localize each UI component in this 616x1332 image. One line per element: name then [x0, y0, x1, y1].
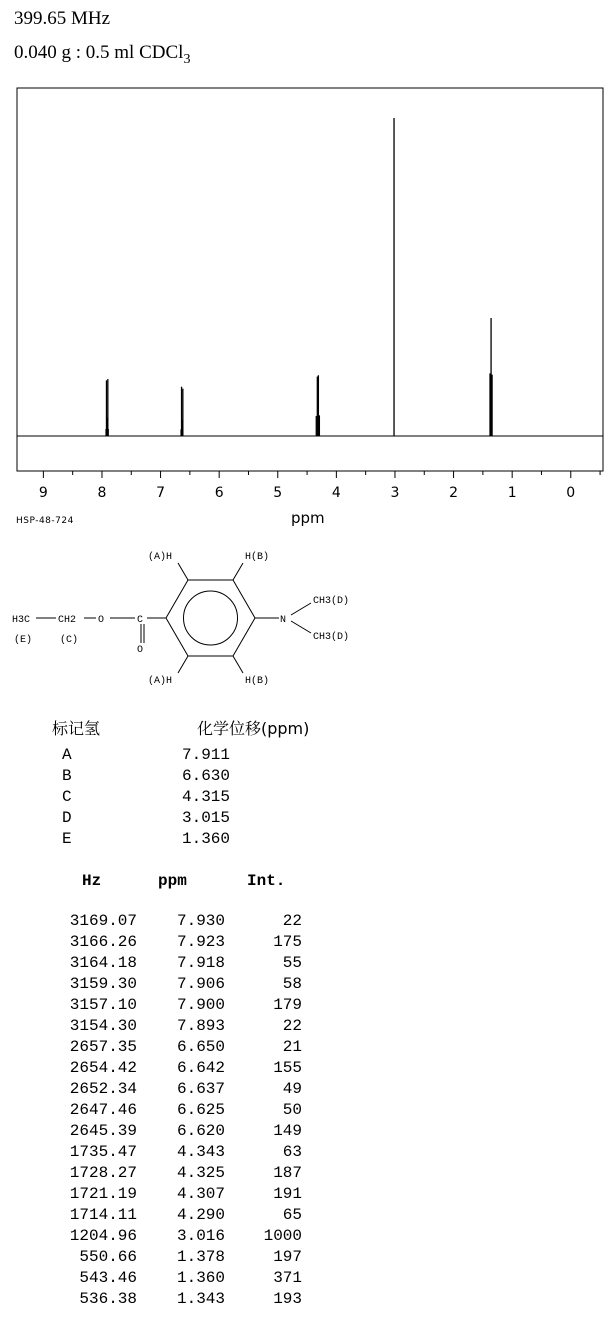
spectrum-code: HSP-48-724 — [16, 516, 74, 526]
sample-concentration — [14, 42, 190, 68]
peak-row — [52, 1143, 302, 1164]
shift-row-label: B — [62, 767, 72, 785]
label-ester-o: O — [98, 615, 105, 626]
label-e: (E) — [14, 635, 33, 646]
peak-cell-hz: 2645.39 — [69, 1122, 137, 1140]
peak-cell-int: 149 — [273, 1122, 302, 1140]
x-tick-label: 3 — [390, 485, 400, 501]
x-axis-label: ppm — [291, 509, 325, 527]
peak-cell-int: 50 — [282, 1101, 302, 1119]
peak-cell-hz: 2652.34 — [69, 1080, 137, 1098]
molecular-structure — [0, 540, 400, 700]
benzene-ring — [166, 580, 255, 656]
peak-row — [52, 1290, 302, 1311]
peak-cell-ppm: 6.642 — [176, 1059, 225, 1077]
peak-row — [52, 1101, 302, 1122]
peak-cell-ppm: 6.625 — [176, 1101, 225, 1119]
peak-cell-ppm: 4.290 — [176, 1206, 225, 1224]
label-carbonyl-c: C — [137, 615, 144, 626]
label-ch3-d-bottom: CH3(D) — [313, 632, 350, 643]
peak-cell-ppm: 4.325 — [176, 1164, 225, 1182]
peak-row — [52, 1038, 302, 1059]
peak-row — [52, 1227, 302, 1248]
spectrometer-frequency: 399.65 MHz — [14, 8, 111, 29]
shift-row-value: 1.360 — [182, 830, 231, 848]
peak-row — [52, 1248, 302, 1269]
x-tick-label: 4 — [331, 485, 341, 501]
sample-text: 0.040 g : 0.5 ml CDCl — [14, 42, 184, 63]
peak-cell-int: 197 — [273, 1248, 302, 1266]
peak-cell-hz: 3169.07 — [69, 912, 137, 930]
peak-cell-int: 175 — [273, 933, 302, 951]
peak-cell-ppm: 1.378 — [176, 1248, 225, 1266]
label-h-b-top: H(B) — [245, 552, 270, 563]
peak-cell-hz: 2654.42 — [69, 1059, 137, 1077]
peak-cell-int: 193 — [273, 1290, 302, 1308]
label-ch3-ethyl: H3C — [12, 615, 31, 626]
plot-frame — [17, 88, 603, 471]
shift-row — [62, 830, 230, 851]
shift-row-label: E — [62, 830, 72, 848]
peak-cell-ppm: 6.650 — [176, 1038, 225, 1056]
peak-cell-ppm: 1.343 — [176, 1290, 225, 1308]
sample-subscript: 3 — [183, 51, 191, 67]
peak-cell-hz: 1721.19 — [69, 1185, 137, 1203]
peak-cell-hz: 2647.46 — [69, 1101, 137, 1119]
shift-row-label: D — [62, 809, 72, 827]
shift-row-label: C — [62, 788, 72, 806]
peak-cell-int: 179 — [273, 996, 302, 1014]
peak-cell-int: 58 — [282, 975, 302, 993]
label-ch3-d-top: CH3(D) — [313, 596, 350, 607]
peak-header-int: Int. — [247, 872, 286, 890]
peak-header-ppm: ppm — [158, 872, 187, 890]
peak-cell-hz: 3154.30 — [69, 1017, 137, 1035]
peak-row — [52, 1206, 302, 1227]
bonds — [36, 563, 311, 673]
peak-cell-int: 65 — [282, 1206, 302, 1224]
x-tick-label: 6 — [214, 485, 224, 501]
peak-cell-hz: 550.66 — [79, 1248, 137, 1266]
peak-row — [52, 954, 302, 975]
peak-row — [52, 1164, 302, 1185]
peak-cell-int: 191 — [273, 1185, 302, 1203]
x-tick-label: 8 — [97, 485, 107, 501]
peak-cell-ppm: 3.016 — [176, 1227, 225, 1245]
peak-cell-int: 371 — [273, 1269, 302, 1287]
spectrum-peaks — [106, 118, 492, 436]
peak-row — [52, 1122, 302, 1143]
peak-cell-int: 49 — [282, 1080, 302, 1098]
peak-cell-ppm: 6.637 — [176, 1080, 225, 1098]
peak-cell-hz: 2657.35 — [69, 1038, 137, 1056]
label-carbonyl-o: O — [137, 645, 144, 656]
peak-cell-int: 155 — [273, 1059, 302, 1077]
x-tick-label: 9 — [38, 485, 48, 501]
peak-row — [52, 1185, 302, 1206]
peak-cell-hz: 536.38 — [79, 1290, 137, 1308]
x-tick-label: 7 — [156, 485, 166, 501]
peak-cell-hz: 1728.27 — [69, 1164, 137, 1182]
peak-cell-int: 63 — [282, 1143, 302, 1161]
peak-cell-ppm: 7.900 — [176, 996, 225, 1014]
peak-cell-hz: 1735.47 — [69, 1143, 137, 1161]
shift-row — [62, 746, 230, 767]
peak-row — [52, 933, 302, 954]
peak-cell-ppm: 4.343 — [176, 1143, 225, 1161]
peak-cell-hz: 1204.96 — [69, 1227, 137, 1245]
peak-cell-hz: 3157.10 — [69, 996, 137, 1014]
peak-cell-ppm: 7.893 — [176, 1017, 225, 1035]
peak-cell-int: 1000 — [263, 1227, 302, 1245]
x-axis-ticks — [39, 471, 600, 501]
peak-cell-int: 22 — [282, 1017, 302, 1035]
peak-cell-hz: 543.46 — [79, 1269, 137, 1287]
peak-row — [52, 996, 302, 1017]
shift-row-value: 6.630 — [182, 767, 231, 785]
peak-header-hz: Hz — [82, 872, 102, 890]
peak-cell-int: 21 — [282, 1038, 302, 1056]
shift-row — [62, 809, 230, 830]
nmr-spectrum-chart — [0, 80, 616, 530]
peak-cell-hz: 3164.18 — [69, 954, 137, 972]
label-h-a-bottom: (A)H — [148, 676, 173, 687]
peak-cell-ppm: 6.620 — [176, 1122, 225, 1140]
shift-row-value: 4.315 — [182, 788, 231, 806]
x-tick-label: 2 — [449, 485, 459, 501]
peak-cell-ppm: 1.360 — [176, 1269, 225, 1287]
peak-row — [52, 1059, 302, 1080]
shift-row — [62, 788, 230, 809]
peak-cell-hz: 3166.26 — [69, 933, 137, 951]
peak-row — [52, 1080, 302, 1101]
label-c: (C) — [60, 635, 79, 646]
peak-cell-ppm: 7.918 — [176, 954, 225, 972]
peak-cell-int: 55 — [282, 954, 302, 972]
peak-cell-int: 22 — [282, 912, 302, 930]
peak-row — [52, 1017, 302, 1038]
peak-cell-ppm: 7.923 — [176, 933, 225, 951]
label-h-b-bottom: H(B) — [245, 676, 270, 687]
shift-row-value: 3.015 — [182, 809, 231, 827]
peak-row — [52, 1269, 302, 1290]
peak-cell-ppm: 4.307 — [176, 1185, 225, 1203]
peak-cell-int: 187 — [273, 1164, 302, 1182]
shift-header-label: 标记氢 — [52, 719, 101, 738]
shift-row-label: A — [62, 746, 72, 764]
peak-row — [52, 912, 302, 933]
x-tick-label: 5 — [273, 485, 283, 501]
label-ch2: CH2 — [58, 615, 77, 626]
peak-cell-ppm: 7.906 — [176, 975, 225, 993]
x-tick-label: 0 — [566, 485, 576, 501]
peak-row — [52, 975, 302, 996]
peak-cell-ppm: 7.930 — [176, 912, 225, 930]
x-tick-label: 1 — [507, 485, 517, 501]
label-h-a-top: (A)H — [148, 552, 173, 563]
label-n-atom: N — [280, 615, 287, 626]
peak-cell-hz: 3159.30 — [69, 975, 137, 993]
shift-header-shift: 化学位移(ppm) — [197, 719, 310, 738]
shift-row — [62, 767, 230, 788]
peak-cell-hz: 1714.11 — [69, 1206, 137, 1224]
shift-row-value: 7.911 — [182, 746, 231, 764]
